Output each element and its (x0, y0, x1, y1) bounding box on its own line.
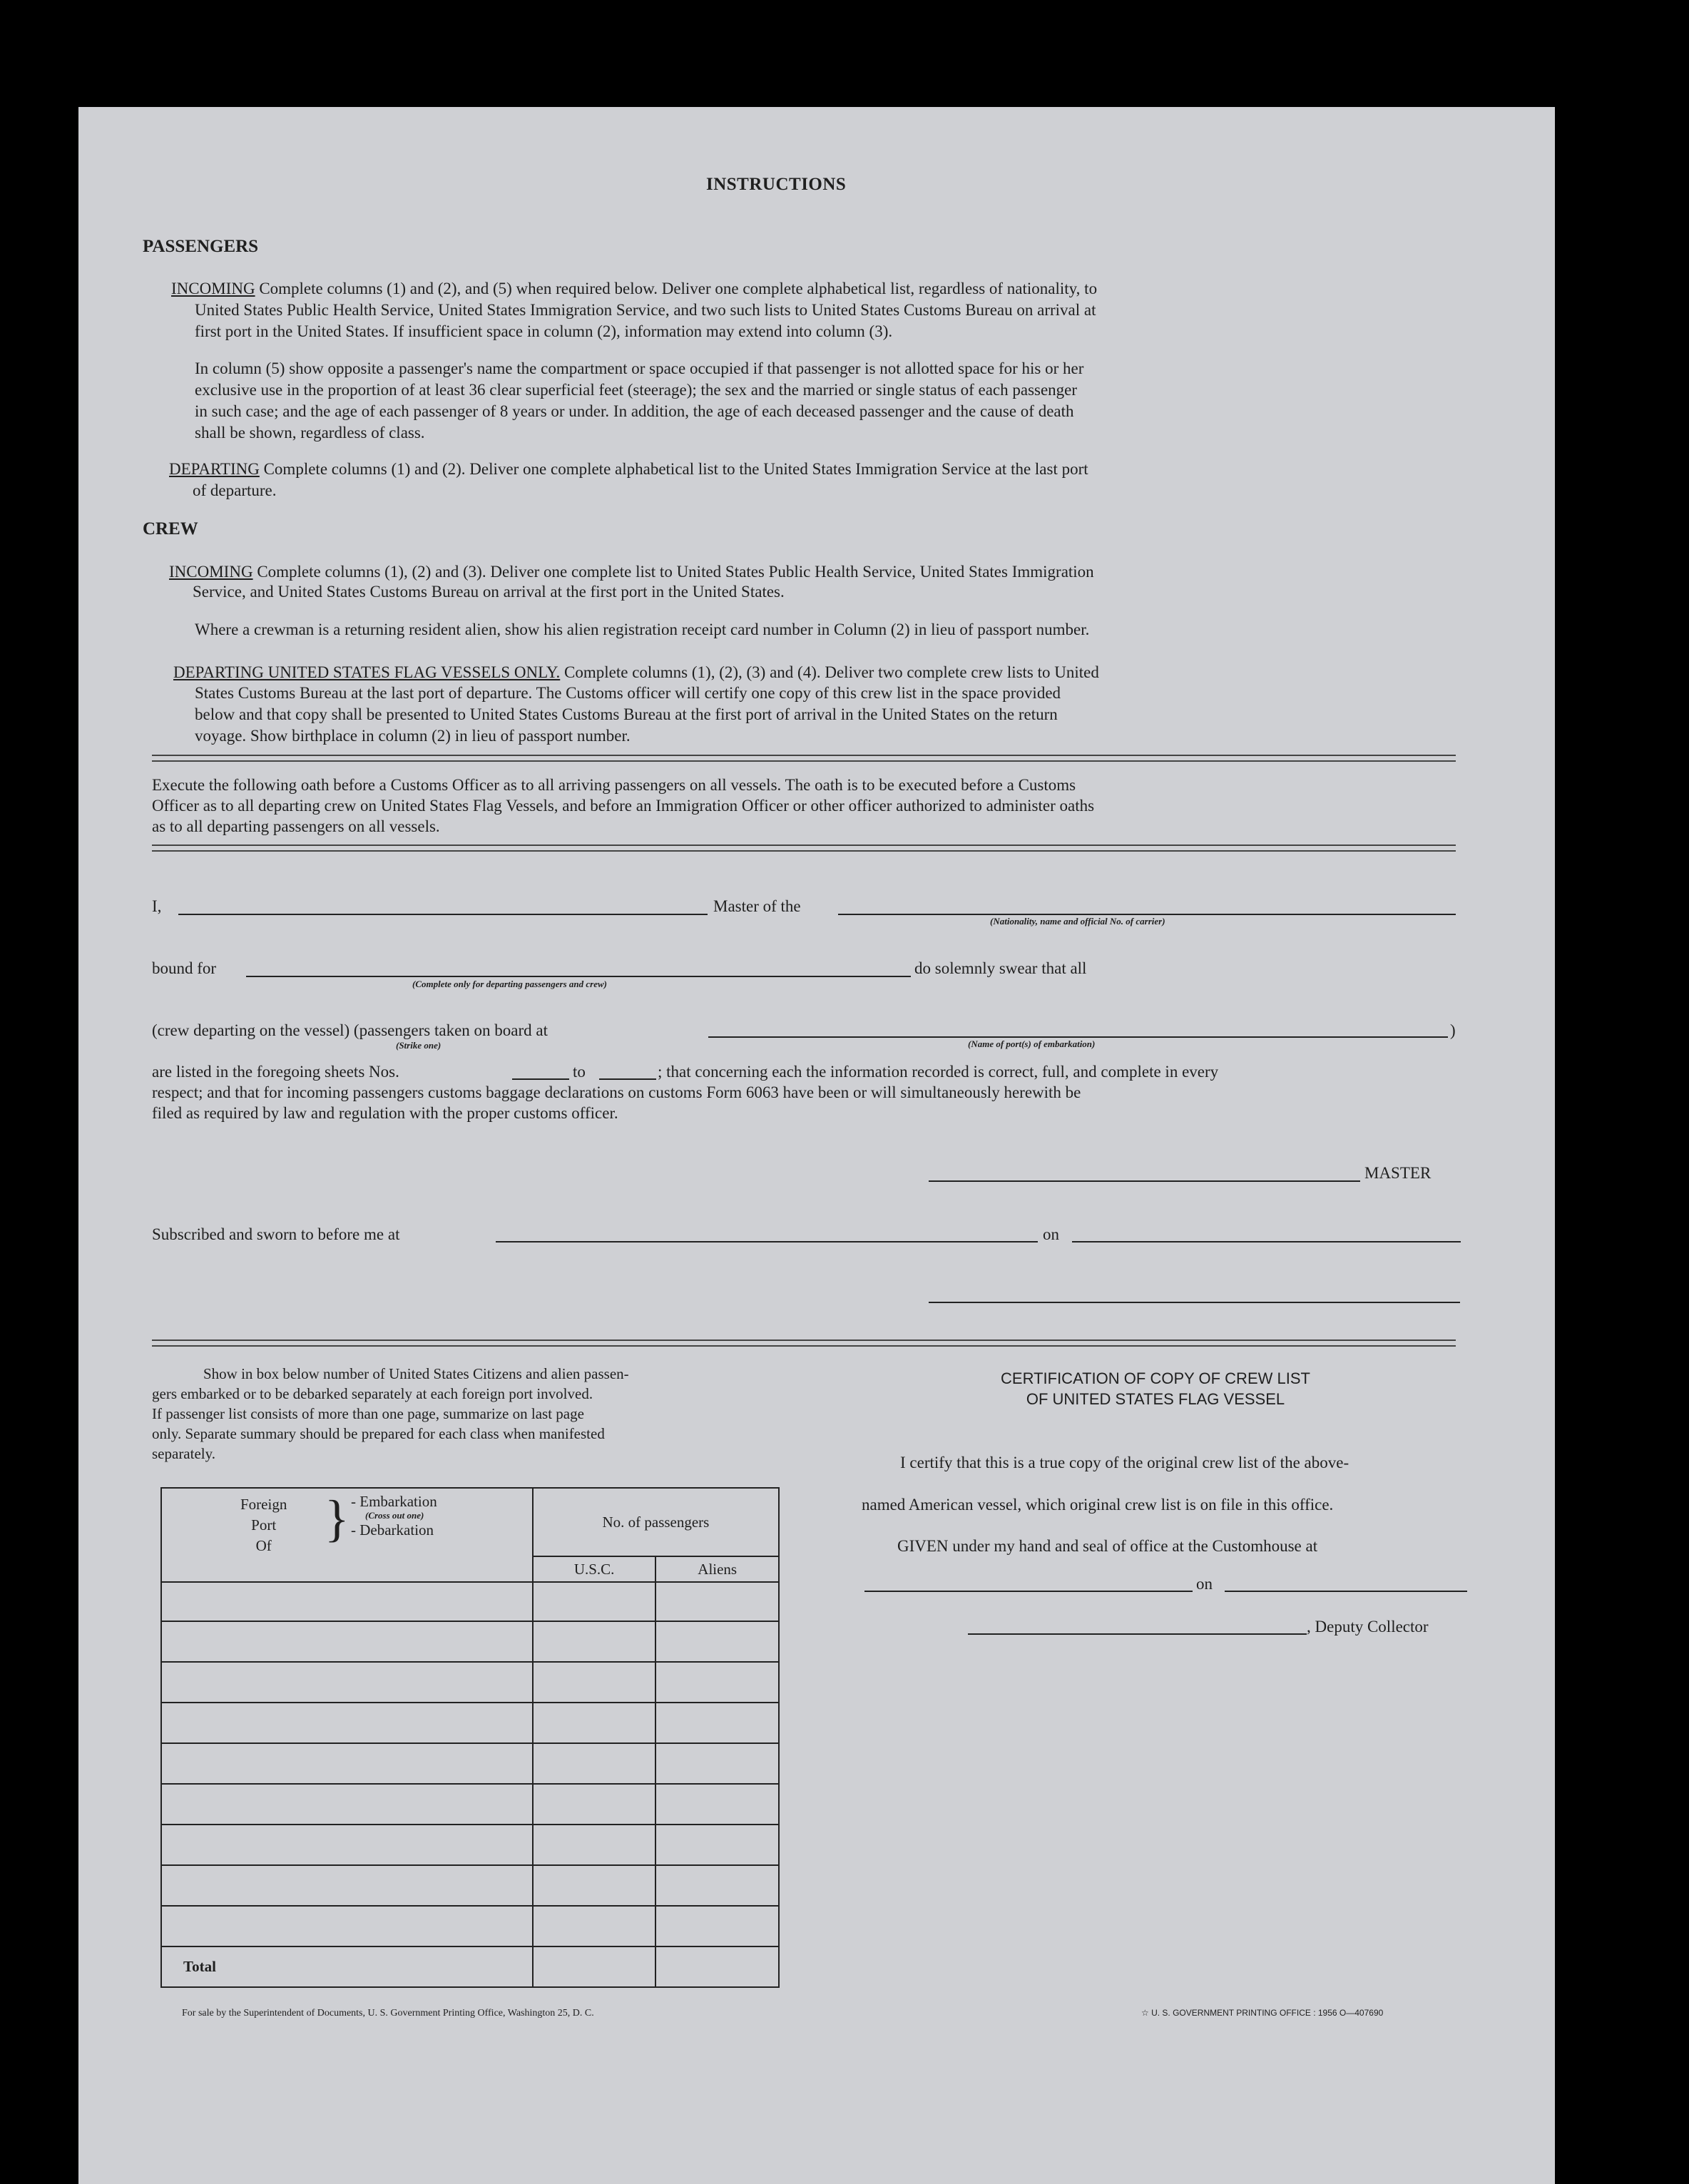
bound-for-field[interactable] (246, 976, 911, 977)
carrier-field[interactable] (838, 914, 1456, 915)
sheet-to-field[interactable] (599, 1078, 656, 1080)
deputy-collector-label: , Deputy Collector (1307, 1618, 1429, 1636)
aliens-header: Aliens (655, 1556, 779, 1582)
usc-cell[interactable] (533, 1906, 656, 1946)
sheet-from-field[interactable] (512, 1078, 569, 1080)
oath-intro-line-3: as to all departing passengers on all vessels. (152, 817, 440, 835)
usc-cell[interactable] (533, 1784, 656, 1825)
respect-text: respect; and that for incoming passengers customs baggage declarations on customs Form 6063 have been or will simultaneously herewith be (152, 1083, 1081, 1101)
foreign-port-header: Foreign Port Of } - Embarkation (Cross out one) - Debarkation (161, 1488, 533, 1582)
port-cell[interactable] (161, 1703, 533, 1743)
crew-departing-line-4: voyage. Show birthplace in column (2) in lieu of passport number. (195, 727, 631, 745)
aliens-cell[interactable] (655, 1906, 779, 1946)
aliens-cell[interactable] (655, 1662, 779, 1703)
close-paren: ) (1450, 1021, 1456, 1039)
filed-text: filed as required by law and regulation with the proper customs officer. (152, 1104, 618, 1122)
deputy-signature-field[interactable] (968, 1633, 1307, 1635)
passengers-incoming-line-2: United States Public Health Service, United States Immigration Service, and two such lists to United States Customs Bureau on arrival at (195, 301, 1096, 319)
port-cell[interactable] (161, 1906, 533, 1946)
strike-one-caption: (Strike one) (396, 1040, 442, 1051)
certification-line-3: GIVEN under my hand and seal of office at the Customhouse at (897, 1537, 1318, 1555)
aliens-cell[interactable] (655, 1784, 779, 1825)
passengers-incoming-line-3: first port in the United States. If insufficient space in column (2), information may extend into column (3). (195, 322, 893, 340)
certification-date-field[interactable] (1225, 1591, 1467, 1592)
crew-incoming-label: INCOMING (169, 563, 253, 581)
port-cell[interactable] (161, 1621, 533, 1662)
subscribed-text: Subscribed and sworn to before me at (152, 1225, 400, 1243)
total-label: Total (161, 1946, 533, 1987)
footer-right: ☆ U. S. GOVERNMENT PRINTING OFFICE : 1956 O—407690 (1141, 2008, 1384, 2018)
passenger-summary-table (160, 1487, 780, 1988)
aliens-cell[interactable] (655, 1865, 779, 1906)
sworn-date-field[interactable] (1072, 1241, 1461, 1242)
port-cell[interactable] (161, 1582, 533, 1621)
passengers-heading: PASSENGERS (143, 237, 259, 256)
listed-text-b: ; that concerning each the information recorded is correct, full, and complete in every (658, 1063, 1219, 1081)
port-cell[interactable] (161, 1743, 533, 1784)
passengers-incoming-label: INCOMING (171, 280, 255, 297)
aliens-cell[interactable] (655, 1743, 779, 1784)
aliens-cell[interactable] (655, 1703, 779, 1743)
port-embarkation-field[interactable] (708, 1036, 1448, 1038)
oath-intro-line-2: Officer as to all departing crew on United States Flag Vessels, and before an Immigration Officer or other officer authorized to administer oaths (152, 797, 1095, 815)
port-cell[interactable] (161, 1662, 533, 1703)
usc-cell[interactable] (533, 1662, 656, 1703)
port-cell[interactable] (161, 1784, 533, 1825)
usc-cell[interactable] (533, 1865, 656, 1906)
usc-cell[interactable] (533, 1825, 656, 1865)
crew-incoming-line-2: Service, and United States Customs Bureau on arrival at the first port in the United States. (193, 583, 785, 601)
certification-on-label: on (1196, 1575, 1213, 1593)
crew-departing-line-2: States Customs Bureau at the last port of departure. The Customs officer will certify one copy of this crew list in the space provided (195, 684, 1061, 702)
sworn-on-label: on (1043, 1225, 1059, 1243)
aliens-cell[interactable] (655, 1621, 779, 1662)
usc-total-cell[interactable] (533, 1946, 656, 1987)
crew-heading: CREW (143, 519, 198, 539)
aliens-total-cell[interactable] (655, 1946, 779, 1987)
aliens-cell[interactable] (655, 1582, 779, 1621)
master-name-field[interactable] (178, 914, 708, 915)
usc-cell[interactable] (533, 1743, 656, 1784)
passengers-incoming-line-1: INCOMING Complete columns (1) and (2), and (5) when required below. Deliver one complete alphabetical list, regardless of nationality, to (171, 280, 1098, 297)
usc-header: U.S.C. (533, 1556, 656, 1582)
listed-to-label: to (573, 1063, 586, 1081)
complete-only-caption: (Complete only for departing passengers and crew) (412, 979, 607, 989)
master-of-the-label: Master of the (713, 897, 801, 915)
sworn-place-field[interactable] (496, 1241, 1038, 1242)
aliens-cell[interactable] (655, 1825, 779, 1865)
col5-line-2: exclusive use in the proportion of at least 36 clear superficial feet (steerage); the sex and the married or single status of each passenger (195, 381, 1078, 399)
divider (152, 1340, 1456, 1347)
crew-departing-text: (crew departing on the vessel) (passengers taken on board at (152, 1021, 548, 1039)
passengers-departing-line-2: of departure. (193, 481, 277, 499)
oath-intro-line-1: Execute the following oath before a Customs Officer as to all arriving passengers on all vessels. The oath is to be executed before a Customs (152, 776, 1076, 794)
divider (152, 844, 1456, 852)
passengers-departing-label: DEPARTING (169, 460, 260, 478)
certification-line-1: I certify that this is a true copy of the original crew list of the above- (900, 1454, 1349, 1471)
brace: } (325, 1490, 349, 1547)
listed-text-a: are listed in the foregoing sheets Nos. (152, 1063, 399, 1081)
footer-left: For sale by the Superintendent of Documents, U. S. Government Printing Office, Washington 25, D. C. (182, 2008, 594, 2019)
no-passengers-header: No. of passengers (533, 1488, 779, 1556)
bound-for-label: bound for (152, 959, 217, 977)
master-signature-field[interactable] (929, 1180, 1360, 1182)
usc-cell[interactable] (533, 1703, 656, 1743)
col5-line-4: shall be shown, regardless of class. (195, 424, 425, 442)
crew-incoming-line-1: INCOMING Complete columns (1), (2) and (3). Deliver one complete list to United States Public Health Service, United States Immigration (169, 563, 1094, 581)
oath-i-label: I, (152, 897, 162, 915)
page-title: INSTRUCTIONS (706, 175, 847, 194)
crew-departing-line-1: DEPARTING UNITED STATES FLAG VESSELS ONLY. Complete columns (1), (2), (3) and (4). Deliver two complete crew lists to United (173, 663, 1099, 681)
crew-departing-label: DEPARTING UNITED STATES FLAG VESSELS ONLY. (173, 663, 561, 681)
port-caption: (Name of port(s) of embarkation) (968, 1039, 1096, 1049)
master-label: MASTER (1364, 1164, 1432, 1182)
certification-title: CERTIFICATION OF COPY OF CREW LIST OF UNITED STATES FLAG VESSEL (1001, 1369, 1310, 1408)
summary-instructions: Show in box below number of United States Citizens and alien passen- gers embarked or to be debarked separately at each foreign port involved. If passenger list consists of more than one page, summarize on last page only. Separate summary should be prepared for each class when manifested separately. (152, 1365, 629, 1462)
officer-signature-field[interactable] (929, 1302, 1460, 1303)
passengers-departing-line-1: DEPARTING Complete columns (1) and (2). Deliver one complete alphabetical list to the United States Immigration Service at the last port (169, 460, 1088, 478)
usc-cell[interactable] (533, 1582, 656, 1621)
port-cell[interactable] (161, 1865, 533, 1906)
divider (152, 755, 1456, 762)
customhouse-field[interactable] (864, 1591, 1193, 1592)
crew-departing-line-3: below and that copy shall be presented to United States Customs Bureau at the first port of arrival in the United States on the return (195, 705, 1058, 723)
swear-text: do solemnly swear that all (914, 959, 1087, 977)
certification-line-2: named American vessel, which original crew list is on file in this office. (862, 1496, 1334, 1514)
usc-cell[interactable] (533, 1621, 656, 1662)
nationality-caption: (Nationality, name and official No. of carrier) (990, 916, 1165, 927)
col5-line-1: In column (5) show opposite a passenger's name the compartment or space occupied if that passenger is not allotted space for his or her (195, 359, 1084, 377)
col5-line-3: in such case; and the age of each passenger of 8 years or under. In addition, the age of each deceased passenger and the cause of death (195, 402, 1074, 420)
port-cell[interactable] (161, 1825, 533, 1865)
crew-alien-note: Where a crewman is a returning resident alien, show his alien registration receipt card number in Column (2) in lieu of passport number. (195, 621, 1090, 638)
